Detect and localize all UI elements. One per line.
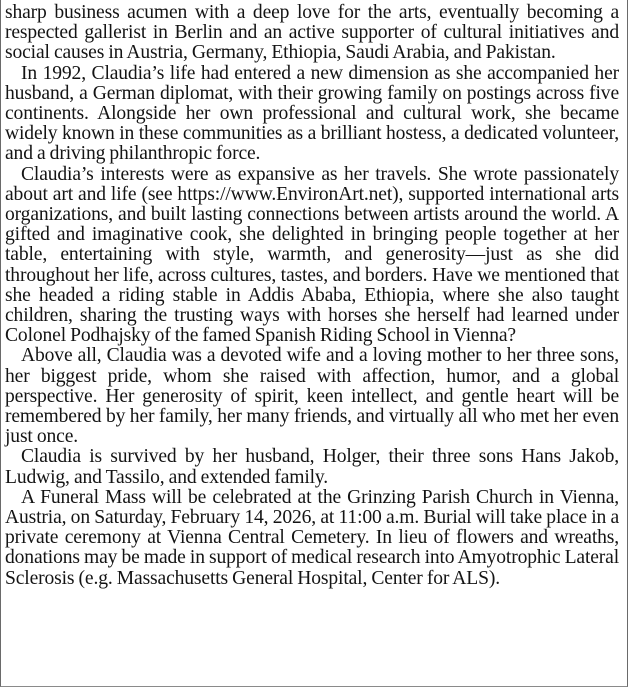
paragraph-interests: Claudia’s interests were as expansive as her travels. She wrote passionately about art and life (see https://www.EnvironArt.net), supported international arts organizations, and built lasting connections between artists around the world. A gifted and imaginative cook, she delighted in bringing people together at her table, entertaining with style, warmth, and generosity—just as she did throughout her life, across cultures, tastes, and borders. Have we mentioned that she headed a riding stable in Addis Ababa, Ethiopia, where she also taught children, sharing the trusting ways with horses she herself had learned under Colonel Podhajsky of the famed Spanish Riding School in Vienna? [5,163,619,347]
paragraph-survivors: Claudia is survived by her husband, Holger, their three sons Hans Jakob, Ludwig, and Tassilo, and extended family. [5,446,619,488]
paragraph-funeral-mass: A Funeral Mass will be celebrated at the Grinzing Parish Church in Vienna, Austria, on Saturday, February 14, 2026, at 11:00 a.m. Burial will take place in a private ceremony at Vienna Central Cemetery. In lieu of flowers and wreaths, donations may be made in support of medical research into Amyotrophic Lateral Sclerosis (e.g. Massachusetts General Hospital, Center for ALS). [5,486,619,589]
paragraph-diplomatic-postings: In 1992, Claudia’s life had entered a new dimension as she accompanied her husband, a German diplomat, with their growing family on postings across five continents. Alongside her own professional and cultural work, she became widely known in these communities as a brilliant hostess, a dedicated volunteer, and a driving philanthropic force. [5,62,619,165]
paragraph-continuation: sharp business acumen with a deep love for the arts, eventually becoming a respected gallerist in Berlin and an active supporter of cultural initiatives and social causes in Austria, Germany, Ethiopia, Saudi Arabia, and Pakistan. [5,2,619,64]
paragraph-family: Above all, Claudia was a devoted wife and a loving mother to her three sons, her biggest pride, whom she raised with affection, humor, and a global perspective. Her generosity of spirit, keen intellect, and gentle heart will be remembered by her family, her many friends, and virtually all who met her even just once. [5,345,619,448]
obituary-article [5,3,619,589]
